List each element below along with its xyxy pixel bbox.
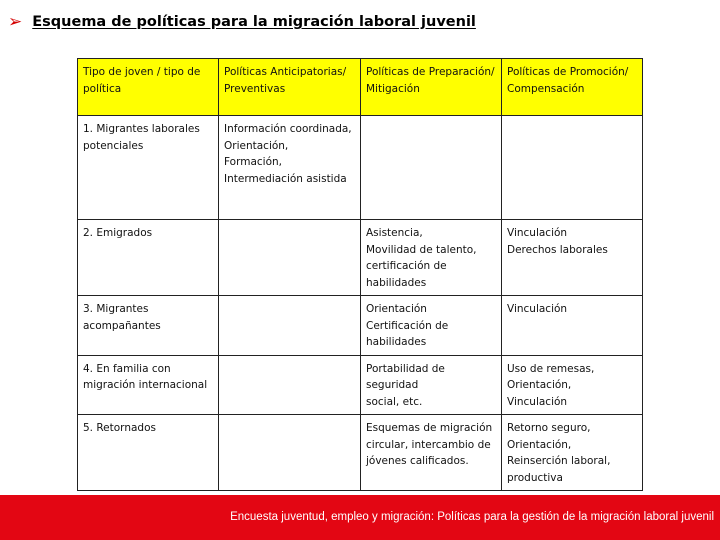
cell-promotion: Vinculación	[502, 296, 643, 356]
table-row	[78, 116, 643, 220]
cell-promotion	[502, 116, 643, 220]
slide-title-row	[8, 10, 476, 34]
table-row	[78, 355, 643, 415]
cell-youth-type: 1. Migrantes laborales potenciales	[78, 116, 219, 220]
cell-anticipatory	[219, 415, 361, 491]
table-header-row	[78, 59, 643, 116]
table-row	[78, 415, 643, 491]
cell-preparation: Esquemas de migración circular, intercambio de jóvenes calificados.	[361, 415, 502, 491]
cell-preparation: Asistencia, Movilidad de talento, certificación de habilidades	[361, 220, 502, 296]
header-cell-preparation: Políticas de Preparación/ Mitigación	[361, 59, 502, 116]
table-row	[78, 220, 643, 296]
arrow-bullet-icon: ➢	[8, 11, 23, 32]
cell-preparation: Portabilidad de seguridad social, etc.	[361, 355, 502, 415]
header-cell-youth-type: Tipo de joven / tipo de política	[78, 59, 219, 116]
header-cell-anticipatory: Políticas Anticipatorias/ Preventivas	[219, 59, 361, 116]
footer-text: Encuesta juventud, empleo y migración: Políticas para la gestión de la migración laboral juvenil	[230, 511, 714, 523]
cell-preparation	[361, 116, 502, 220]
cell-youth-type: 4. En familia con migración internacional	[78, 355, 219, 415]
policy-table	[77, 58, 643, 491]
footer-bar	[0, 495, 720, 540]
cell-youth-type: 5. Retornados	[78, 415, 219, 491]
table-row	[78, 296, 643, 356]
header-cell-promotion: Políticas de Promoción/ Compensación	[502, 59, 643, 116]
cell-promotion: Retorno seguro, Orientación, Reinserción laboral, productiva	[502, 415, 643, 491]
cell-anticipatory	[219, 355, 361, 415]
cell-promotion: Uso de remesas, Orientación, Vinculación	[502, 355, 643, 415]
cell-youth-type: 3. Migrantes acompañantes	[78, 296, 219, 356]
cell-anticipatory	[219, 296, 361, 356]
cell-preparation: Orientación Certificación de habilidades	[361, 296, 502, 356]
cell-anticipatory	[219, 220, 361, 296]
slide-title: Esquema de políticas para la migración laboral juvenil	[32, 14, 476, 30]
cell-youth-type: 2. Emigrados	[78, 220, 219, 296]
cell-anticipatory: Información coordinada, Orientación, Formación, Intermediación asistida	[219, 116, 361, 220]
cell-promotion: Vinculación Derechos laborales	[502, 220, 643, 296]
